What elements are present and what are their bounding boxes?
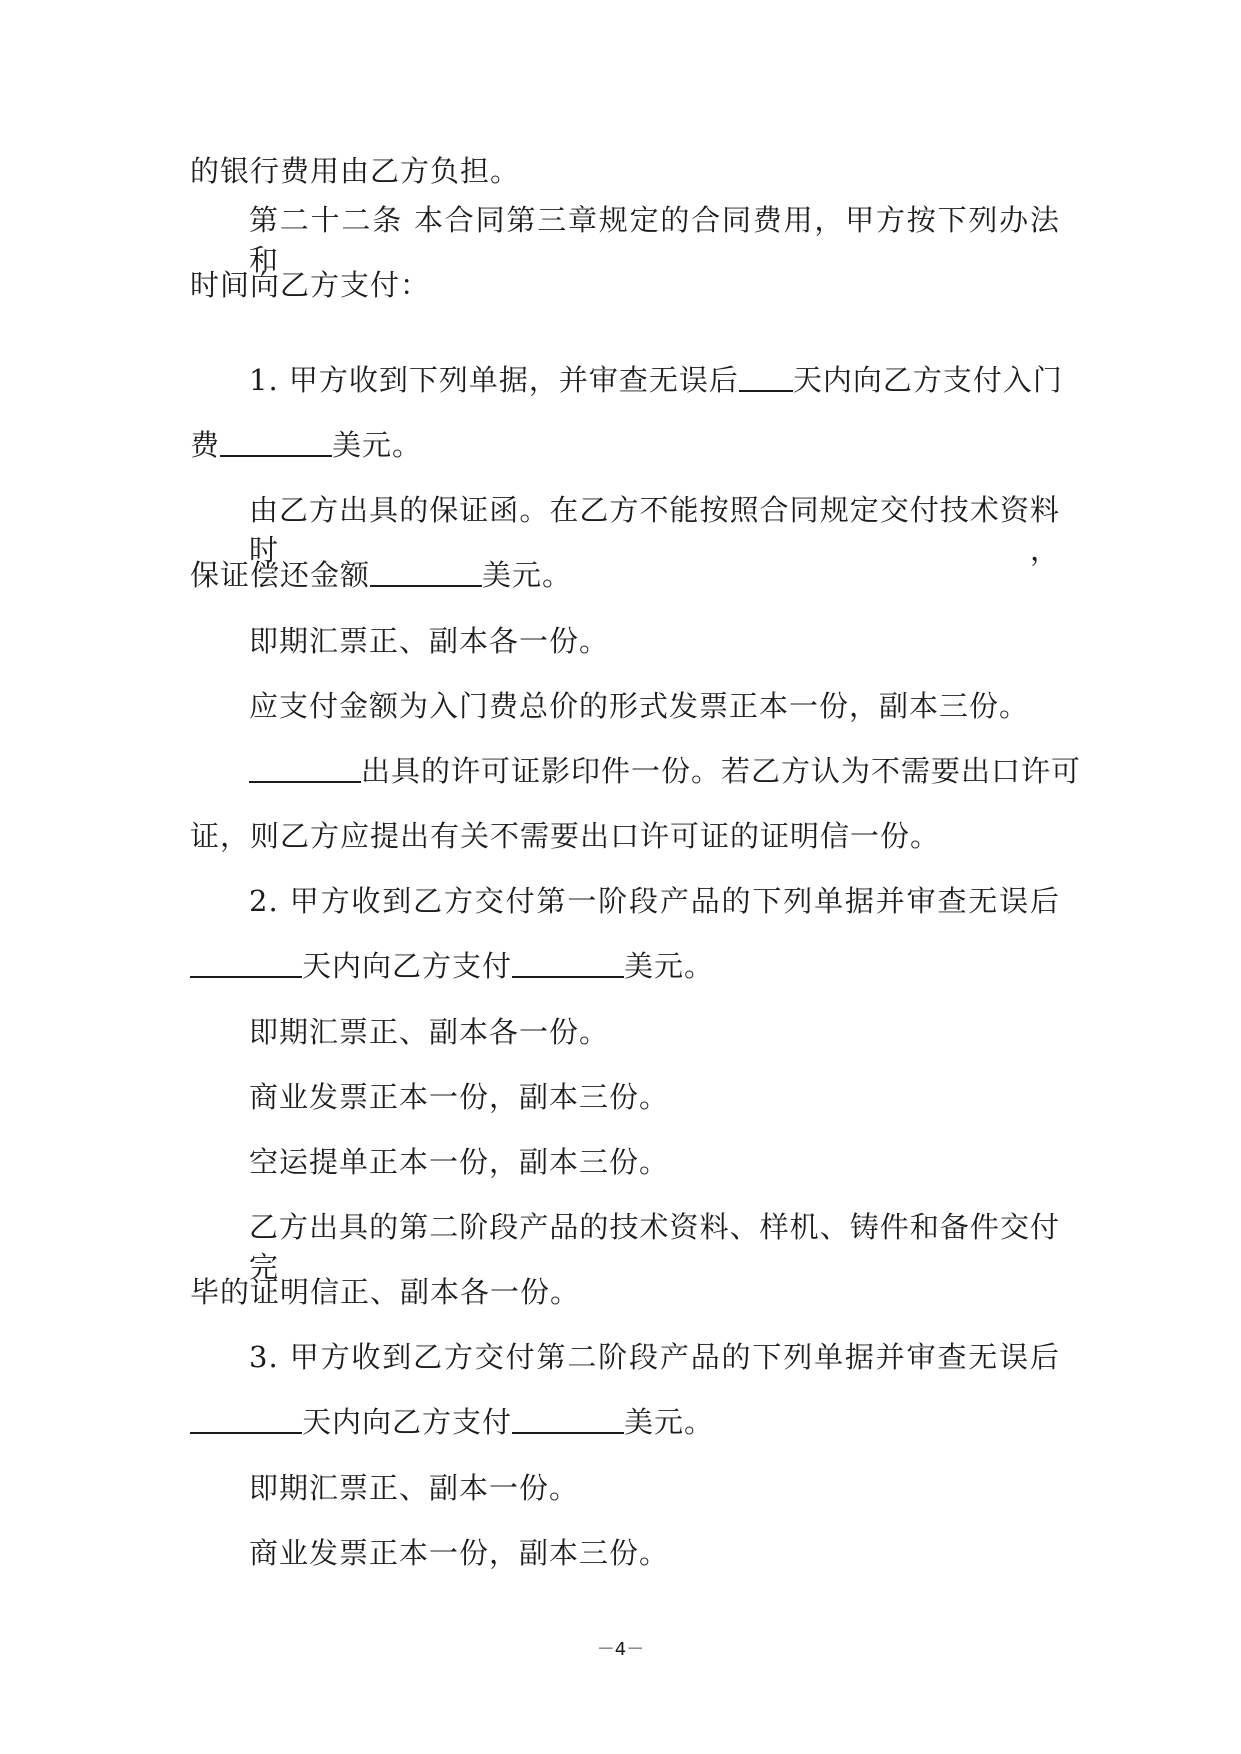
text: 毕的证明信正、副本各一份。	[190, 1275, 581, 1309]
text: 应支付金额为入门费总价的形式发票正本一份，副本三份。	[249, 689, 1030, 723]
text: 费	[190, 428, 221, 462]
blank-field	[512, 948, 624, 978]
blank-field	[370, 557, 482, 587]
text: 3. 甲方收到乙方交付第二阶段产品的下列单据并审查无误后	[249, 1340, 1060, 1374]
text: 的银行费用由乙方负担。	[190, 154, 521, 188]
paragraph-line	[249, 1012, 1060, 1052]
paragraph-line	[190, 265, 1060, 305]
blank-field	[249, 753, 361, 783]
text: 美元。	[332, 428, 423, 462]
text: 美元。	[624, 1405, 715, 1439]
text: 空运提单正本一份，副本三份。	[249, 1145, 670, 1179]
page-number: －4－	[596, 1639, 645, 1660]
paragraph-line	[249, 1207, 1060, 1284]
text: 第二十二条 本合同第三章规定的合同费用，甲方按下列办法和	[249, 203, 1060, 277]
text: 即期汇票正、副本各一份。	[249, 1015, 610, 1049]
paragraph-line	[249, 1142, 1060, 1182]
text: 即期汇票正、副本一份。	[249, 1471, 580, 1505]
text: 证，则乙方应提出有关不需要出口许可证的证明信一份。	[190, 819, 941, 853]
paragraph-line	[249, 686, 1060, 726]
text: 1. 甲方收到下列单据，并审查无误后	[249, 363, 739, 397]
blank-field	[512, 1404, 624, 1434]
paragraph-line	[249, 1077, 1060, 1117]
blank-field	[220, 427, 332, 457]
text: 2. 甲方收到乙方交付第一阶段产品的下列单据并审查无误后	[249, 884, 1060, 918]
paragraph-line	[190, 816, 1060, 856]
paragraph-line	[190, 425, 1060, 465]
text: 美元。	[624, 949, 715, 983]
paragraph-line	[249, 751, 1082, 791]
text: 保证偿还金额	[190, 558, 371, 592]
item-3-line	[249, 1337, 1060, 1377]
text: 乙方出具的第二阶段产品的技术资料、样机、铸件和备件交付完	[249, 1210, 1060, 1284]
text: 天内向乙方支付	[302, 949, 513, 983]
paragraph-line	[190, 946, 1060, 986]
paragraph-line	[249, 1533, 1060, 1573]
paragraph-line	[190, 1272, 1060, 1312]
paragraph-line	[190, 1402, 1060, 1442]
text: 由乙方出具的保证函。在乙方不能按照合同规定交付技术资料时，	[249, 493, 1060, 567]
article-22-heading	[249, 200, 1060, 277]
paragraph-line	[249, 490, 1060, 567]
text: 商业发票正本一份，副本三份。	[249, 1080, 670, 1114]
text: 美元。	[482, 558, 573, 592]
paragraph-line	[249, 621, 1060, 661]
blank-field	[739, 362, 793, 392]
text: 即期汇票正、副本各一份。	[249, 624, 610, 658]
text: 天内向乙方支付入门	[792, 363, 1063, 397]
blank-field	[190, 1404, 302, 1434]
paragraph-line	[190, 555, 1060, 595]
text: 商业发票正本一份，副本三份。	[249, 1536, 670, 1570]
blank-field	[190, 948, 302, 978]
paragraph-line	[190, 151, 1060, 191]
item-2-line	[249, 881, 1060, 921]
item-1-line	[249, 360, 1063, 400]
text: 时间向乙方支付：	[190, 268, 431, 302]
paragraph-line	[249, 1468, 1060, 1508]
text: 出具的许可证影印件一份。若乙方认为不需要出口许可	[361, 754, 1082, 788]
text: 天内向乙方支付	[302, 1405, 513, 1439]
